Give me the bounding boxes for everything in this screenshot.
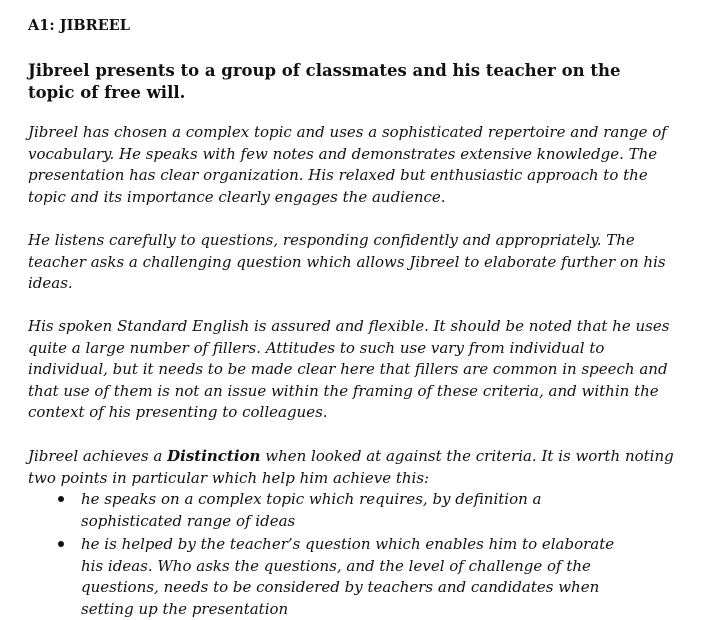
bullet-icon — [58, 496, 64, 502]
list-item — [28, 489, 641, 532]
list-item-text: he is helped by the teacher’s question which enables him to elaborate his ideas. Who asks the questions, and the level of challenge of the questions, needs to be considered by teachers and candidates when setting up the presentation — [81, 535, 615, 618]
achievement-text-start: Jibreel achieves a — [28, 447, 168, 465]
paragraph-spoken-english: His spoken Standard English is assured and flexible. It should be noted that he uses quite a large number of fillers. Attitudes to such use vary from individual to individual, but it needs to be made clear here that fillers are common in speech and that use of them is not an issue within the framing of these criteria, and within the context of his presenting to colleagues. — [28, 317, 670, 421]
paragraph-presentation-summary: Jibreel has chosen a complex topic and uses a sophisticated repertoire and range of vocabulary. He speaks with few notes and demonstrates extensive knowledge. The presentation has clear organization. His relaxed but enthusiastic approach to the topic and its importance clearly engages the audience. — [28, 123, 667, 206]
list-item-text: he speaks on a complex topic which requires, by definition a sophisticated range of ideas — [81, 490, 542, 530]
bullet-icon — [58, 541, 64, 547]
distinction-grade: Distinction — [167, 447, 261, 465]
achievement-text-end: when looked at against the criteria. It is worth noting two points in particular which help him achieve this: — [28, 447, 674, 487]
document-subheading: Jibreel presents to a group of classmates and his teacher on the topic of free will. — [28, 61, 621, 102]
list-item — [28, 534, 641, 620]
achievement-points-list — [28, 489, 678, 620]
document-heading: A1: JIBREEL — [28, 17, 130, 34]
paragraph-questions: He listens carefully to questions, responding confidently and appropriately. The teacher asks a challenging question which allows Jibreel to elaborate further on his ideas. — [28, 231, 666, 292]
paragraph-achievement — [28, 446, 678, 489]
